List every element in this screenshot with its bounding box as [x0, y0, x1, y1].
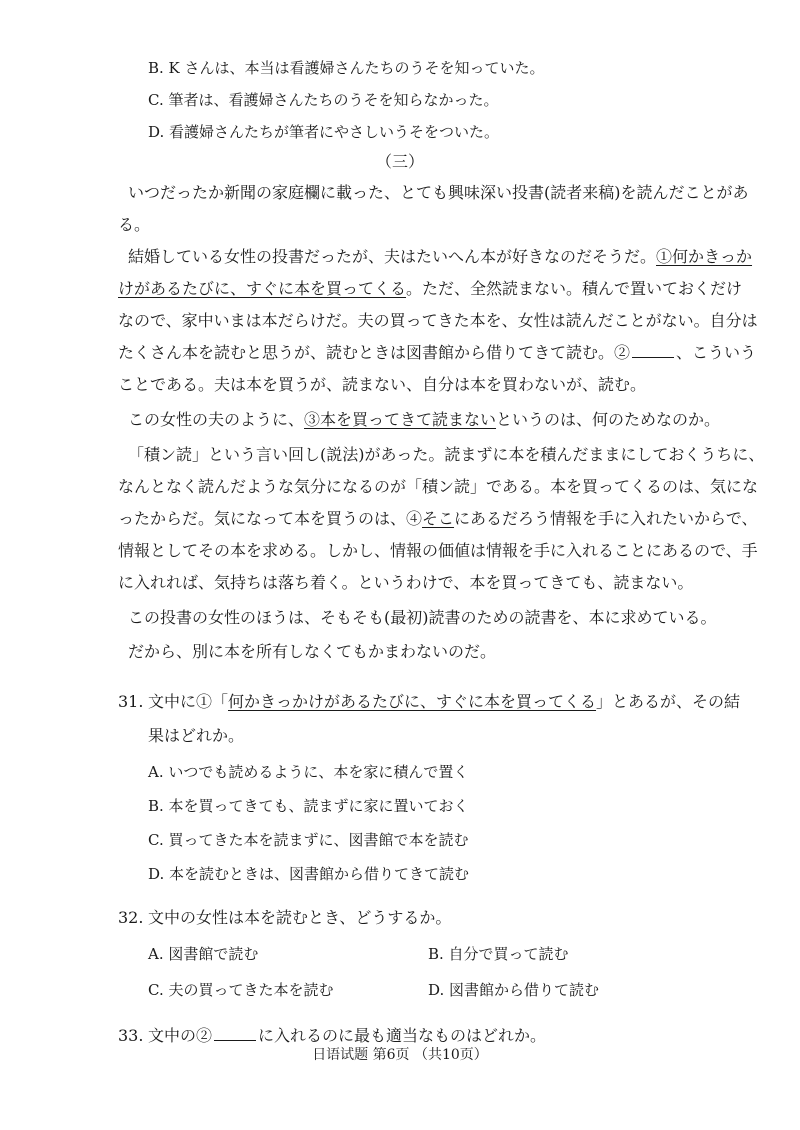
passage-p2-line1	[128, 247, 752, 267]
q31-option-d: D. 本を読むときは、図書館から借りてきて読む	[148, 865, 470, 883]
q31-underlined-quote: 何かきっかけがあるたびに、すぐに本を買ってくる	[228, 692, 597, 711]
passage-p1-line2: る。	[118, 215, 151, 234]
q32-number: 32.	[118, 908, 144, 927]
q32-option-c: C. 夫の買ってきた本を読む	[148, 981, 334, 999]
q31-text: 」とあるが、その結	[596, 692, 741, 711]
passage-text: この女性の夫のように、	[128, 410, 305, 429]
q33-number: 33.	[118, 1026, 144, 1045]
q31-number: 31.	[118, 692, 144, 711]
page-footer: 日语试题 第6页 （共10页）	[312, 1047, 488, 1063]
q33-text: 文中の②	[148, 1026, 213, 1045]
q32-option-d: D. 図書館から借りて読む	[428, 981, 600, 999]
underlined-phrase-1: ①何かきっか	[656, 247, 753, 266]
passage-text: 結婚している女性の投書だったが、夫はたいへん本が好きなのだそうだ。	[128, 247, 657, 266]
passage-p3	[128, 410, 720, 430]
passage-text: 。ただ、全然読まない。積んで置いておくだけ	[406, 279, 743, 298]
passage-p4-line4: 情報としてその本を求める。しかし、情報の価値は情報を手に入れることにあるので、手	[118, 541, 758, 560]
blank-2	[632, 347, 674, 358]
passage-p2-line3: なので、家中いまは本だらけだ。夫の買ってきた本を、女性は読んだことがない。自分は	[118, 311, 758, 330]
q32-option-b: B. 自分で買って読む	[428, 945, 569, 963]
q31-text: 文中に①「	[148, 692, 229, 711]
prev-option-d: D. 看護婦さんたちが筆者にやさしいうそをついた。	[148, 123, 500, 141]
q31-option-a: A. いつでも読めるように、本を家に積んで置く	[148, 763, 469, 781]
underlined-phrase-1-cont: けがあるたびに、すぐに本を買ってくる	[118, 279, 407, 298]
underlined-phrase-4: そこ	[422, 509, 455, 528]
passage-p2-line5: ことである。夫は本を買うが、読まない、自分は本を買わないが、読む。	[118, 375, 647, 394]
passage-p4-line3	[118, 509, 758, 529]
passage-text: ったからだ。気になって本を買うのは、④	[118, 509, 423, 528]
q31-stem-line2: 果はどれか。	[148, 726, 245, 745]
passage-text: にあるだろう情報を手に入れたいからで、	[454, 509, 758, 528]
q33-blank	[214, 1030, 256, 1041]
passage-p5: この投書の女性のほうは、そもそも(最初)読書のための読書を、本に求めている。	[128, 608, 717, 627]
q31-stem-line1	[148, 692, 740, 712]
passage-p4-line2: なんとなく読んだような気分になるのが「積ン読」である。本を買ってくるのは、気にな	[118, 477, 759, 496]
underlined-phrase-3: ③本を買ってきて読まない	[304, 410, 497, 429]
passage-text: というのは、何のためなのか。	[496, 410, 721, 429]
passage-p4-line1: 「積ン読」という言い回し(説法)があった。読まずに本を積んだままにしておくうちに、	[128, 445, 765, 464]
section-title: （三）	[375, 152, 424, 171]
q31-option-c: C. 買ってきた本を読まずに、図書館で本を読む	[148, 831, 469, 849]
q32-option-a: A. 図書館で読む	[148, 945, 259, 963]
passage-p4-line5: に入れれば、気持ちは落ち着く。というわけで、本を買ってきても、読まない。	[118, 573, 694, 592]
passage-text: 、こういう	[676, 343, 757, 362]
prev-option-b: B. K さんは、本当は看護婦さんたちのうそを知っていた。	[148, 59, 545, 77]
q33-stem	[148, 1026, 546, 1046]
prev-option-c: C. 筆者は、看護婦さんたちのうそを知らなかった。	[148, 91, 499, 109]
passage-p1-line1: いつだったか新聞の家庭欄に載った、とても興味深い投書(読者来稿)を読んだことがあ	[128, 183, 749, 202]
passage-text: たくさん本を読むと思うが、読むときは図書館から借りてきて読む。②	[118, 343, 631, 362]
passage-p2-line2	[118, 279, 742, 299]
passage-p6: だから、別に本を所有しなくてもかまわないのだ。	[128, 642, 497, 661]
q32-stem: 文中の女性は本を読むとき、どうするか。	[148, 908, 452, 927]
q31-option-b: B. 本を買ってきても、読まずに家に置いておく	[148, 797, 469, 815]
passage-p2-line4	[118, 343, 756, 363]
q33-text: に入れるのに最も適当なものはどれか。	[258, 1026, 547, 1045]
